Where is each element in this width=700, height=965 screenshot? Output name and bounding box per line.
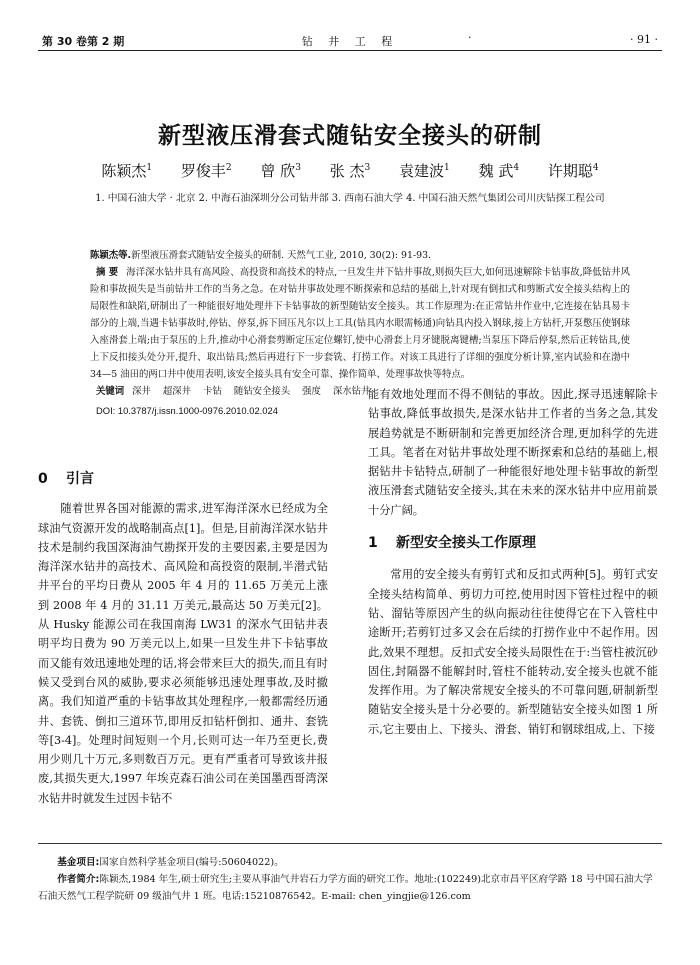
keywords-label: 关键词 xyxy=(96,386,125,397)
fund-note: 基金项目:国家自然科学基金项目(编号:50604022)。 xyxy=(57,857,284,868)
author: 罗俊丰$^2$ xyxy=(180,162,232,180)
author: 张 杰$^3$ xyxy=(329,162,371,180)
page-number: · 91 · xyxy=(630,33,658,46)
volume-issue: 第 30 卷第 2 期 xyxy=(42,35,125,48)
footnotes xyxy=(38,843,662,905)
running-header xyxy=(38,30,662,51)
abstract xyxy=(90,264,630,383)
citation-text: 新型液压滑套式随钻安全接头的研制. 天然气工业, 2010, 30(2): 91-93. xyxy=(131,250,432,261)
affiliations: 1. 中国石油大学 · 北京 2. 中海石油深圳分公司钻井部 3. 西南石油大学 4. 中国石油天然气集团公司川庆钻探工程公司 xyxy=(95,193,605,204)
author-list xyxy=(0,160,700,181)
paragraph: 能有效地处理而不得不侧钻的事故。因此,探寻迅速解除卡钻事故,降低事故损失,是深水钻井工作者的当务之急,其发展趋势就是不断研制和完善更加经济合理,更加科学的先进工具。笔者在对钻井事故处理不断探索和总结的基础上,根据钻井卡钻特点,研制了一种能很好地处理卡钻事故的新型液压滑套式随钻安全接头,其在未来的深水钻井中应用前景十分广阔。 xyxy=(368,388,658,517)
keyword: 随钻安全接头 xyxy=(233,386,291,397)
paragraph: 常用的安全接头有剪钉式和反扣式两种[5]。剪钉式安全接头结构简单、剪切力可控,使用时因下管柱过程中的顿钻、溜钻等原因产生的纵向振动往往使得它在下入管柱中途断开;若剪钉过多又会在后续的打捞作业中不起作用。因此,效果不理想。反扣式安全接头局限性在于:当管柱被沉砂固住,封隔器不能解封时,管柱不能转动,安全接头也就不能发挥作用。为了解决常规安全接头的不可靠问题,研制新型随钻安全接头是十分必要的。新型随钻安全接头如图 1 所示,它主要由上、下接头、滑套、销钉和钢球组成,上、下接 xyxy=(368,568,658,736)
keyword: 超深井 xyxy=(162,386,192,397)
paper-title: 新型液压滑套式随钻安全接头的研制 xyxy=(158,123,542,149)
author: 袁建波$^1$ xyxy=(399,162,450,180)
citation xyxy=(90,247,630,264)
section-heading: 1 新型安全接头工作原理 xyxy=(368,535,536,552)
abstract-text: 海洋深水钻井具有高风险、高投资和高技术的特点,一旦发生井下钻井事故,则损失巨大,如何迅速解除卡钻事故,降低钻井风险和事故损失是当前钻井工作的当务之急。在对钻井事故处理不断探索和总结的基础上,针对现有倒扣式和剪断式安全接头结构上的局限性和缺陷,研制出了一种能很好地处理井下卡钻事故的新型随钻安全接头。其工作原理为:在正常钻井作业中,它连接在钻具易卡部分的上端,当遇卡钻事故时,停钻、停泵,拆下回压凡尔以上工具(钻具内水眼需畅通)向钻具内投入钢球,接上方钻杆,开泵憋压使钢球入座滑套上端;由于泵压的上升,推动中心滑套剪断定压定位螺钉,使中心滑套上月牙键脱离键槽;当泵压下降后停泵,然后正转钻具,使上下反扣接头处分开,提升、取出钻具;然后再进行下一步套铣、打捞工作。对该工具进行了详细的强度分析计算,室内试验和在渤中 34—5 油田的两口井中使用表明,该安全接头具有安全可靠、操作简单、处理事故快等特点。 xyxy=(90,267,630,380)
keyword: 深水钻井 xyxy=(332,386,371,397)
abstract-label: 摘 要 xyxy=(96,267,119,278)
citation-label: 陈颖杰等. xyxy=(90,250,132,261)
keyword: 卡钻 xyxy=(203,386,222,397)
author: 陈颖杰$^1$ xyxy=(101,162,153,180)
author: 曾 欣$^3$ xyxy=(260,162,301,180)
keyword: 强度 xyxy=(302,386,321,397)
doi: DOI: 10.3787/j.issn.1000-0976.2010.02.024 xyxy=(96,405,278,416)
journal-section: 钻 井 工 程 xyxy=(301,35,399,48)
header-dot: · xyxy=(468,31,472,44)
section-heading: 0 引言 xyxy=(38,471,94,487)
author: 魏 武$^4$ xyxy=(478,162,520,180)
keyword: 深井 xyxy=(132,386,151,397)
left-column xyxy=(38,470,328,808)
author: 许期聪$^4$ xyxy=(547,162,599,180)
paragraph: 随着世界各国对能源的需求,进军海洋深水已经成为全球油气资源开发的战略制高点[1]。但是,目前海洋深水钻井技术是制约我国深海油气勘探开发的主要因素,主要是因为海洋深水钻井的高技术、高风险和高投资的限制,半潜式钻井平台的平均日费从 2005 年 4 月的 11.65 万美元上涨到 2008 年 4 月的 31.11 万美元,最高达 50 万美元[2]。从 Husky 能源公司在我国南海 LW31 的深水气田钻井表明平均日费为 90 万美元以上,如果一旦发生井下卡钻事故而又能有效迅速地处理的话,将会带来巨大的损失,而且有时候又受到台风的威胁,要求必须能够迅速处理事故,及时撤离。我们知道严重的卡钻事故其处理程序,一般都需经历通井、套铣、倒扣三道环节,即用反扣钻杆倒扣、通井、套铣等[3-4]。处理时间短则一个月,长则可达一年乃至更长,费用少则几十万元,多则数百万元。更有严重者可导致该井报废,其损失更大,1997 年埃克森石油公司在美国墨西哥湾深水钻井时就发生过因卡钻不 xyxy=(38,502,328,805)
author-note: 作者简介:陈颖杰,1984 年生,硕士研究生;主要从事油气井岩石力学方面的研究工作。地址:(102249)北京市昌平区府学路 18 号中国石油大学石油天然气工程学院研 09 级油气井 1 班。电话:15210876542。E-mail: chen_yingjie@126.com xyxy=(38,874,653,902)
right-column xyxy=(368,385,658,739)
